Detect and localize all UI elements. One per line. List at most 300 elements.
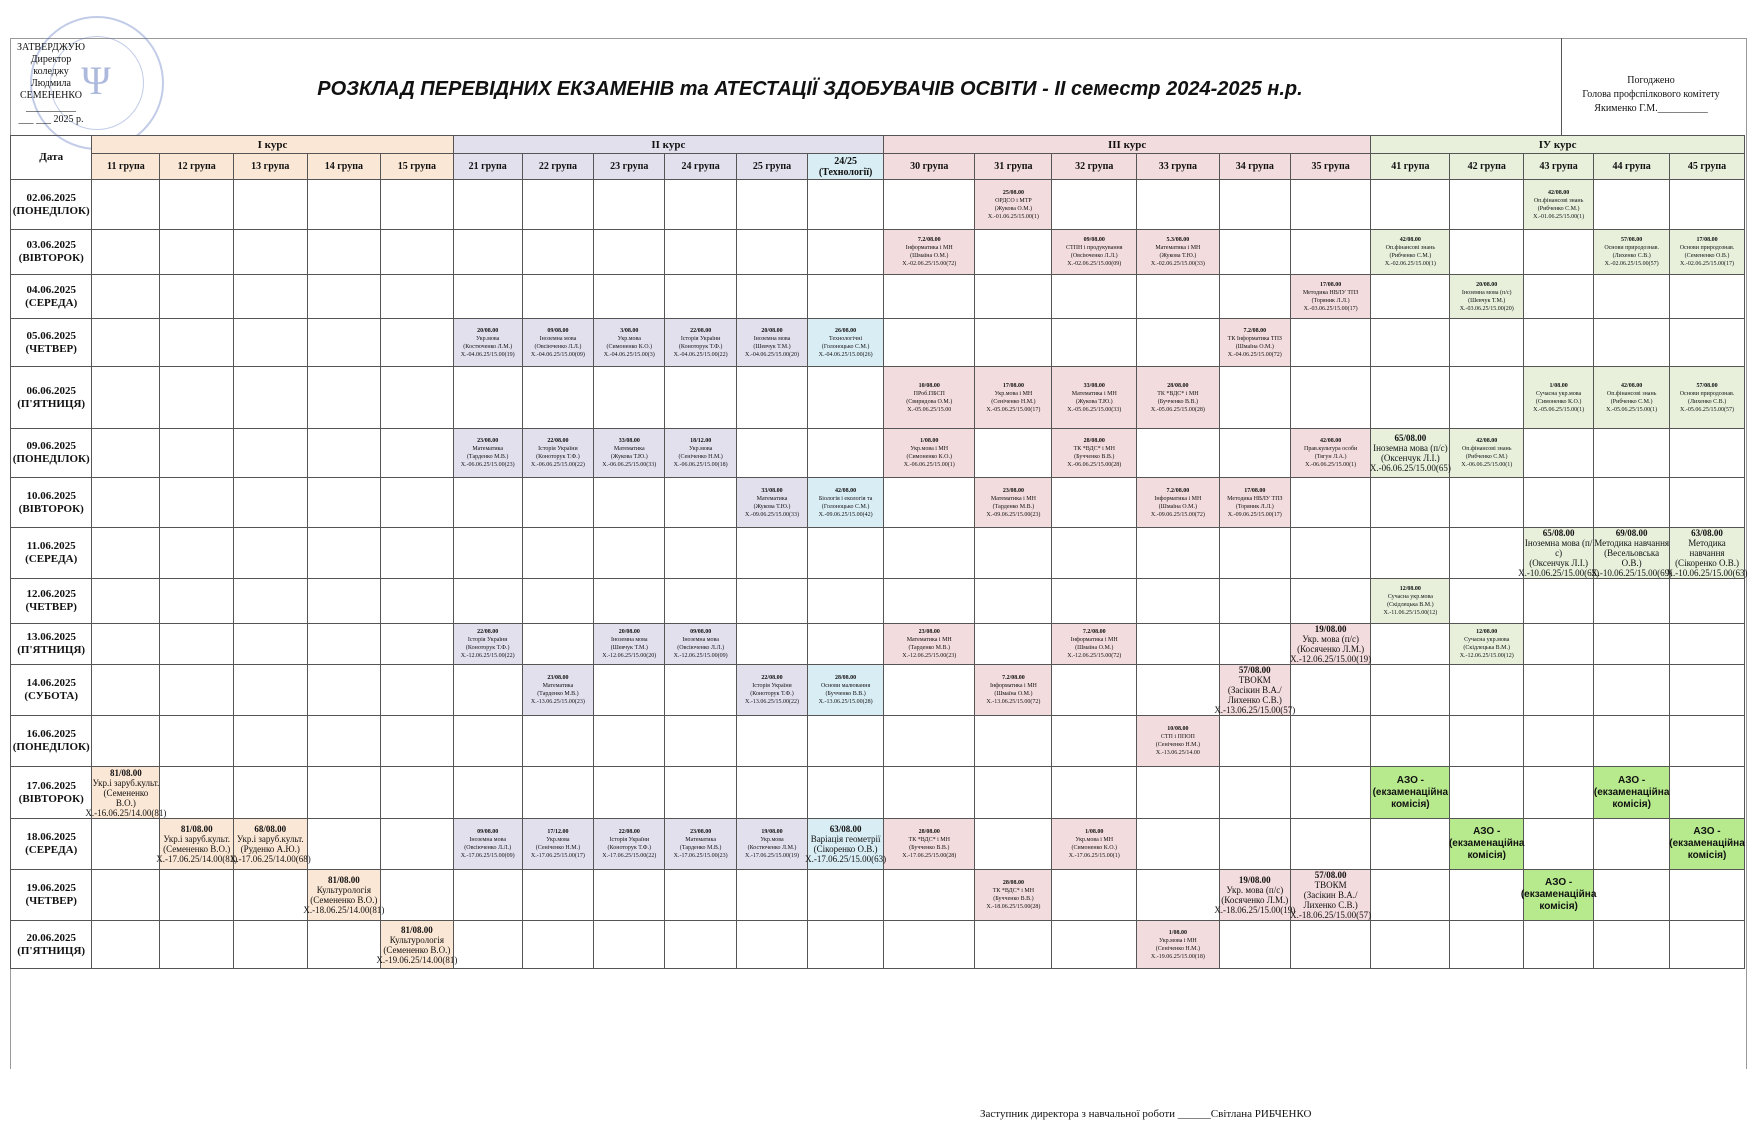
empty-cell [453, 665, 522, 716]
empty-cell [808, 624, 884, 665]
exam-cell [736, 665, 807, 716]
exam-detail: (Рибченко С.М.) [1465, 454, 1508, 460]
empty-cell [1371, 819, 1450, 870]
exam-detail: Х.-12.06.25/15.00(22) [460, 653, 515, 659]
weekday: (ВІВТОРОК) [18, 792, 84, 805]
empty-cell [1670, 319, 1745, 367]
exam-detail: Х.-02.06.25/15.00(72) [902, 261, 957, 267]
page-title: РОЗКЛАД ПЕРЕВІДНИХ ЕКЗАМЕНІВ та АТЕСТАЦІЇ ЗДОБУВАЧІВ ОСВІТИ - ІІ семестр 2024-2025 н.р. [317, 78, 1303, 100]
empty-cell [1219, 819, 1290, 870]
exam-detail: Х.-12.06.25/15.00(09) [673, 653, 728, 659]
empty-cell [1524, 716, 1594, 767]
exam-detail: Методика навчання [1594, 538, 1670, 548]
exam-cell [1524, 367, 1594, 429]
empty-cell [884, 767, 975, 819]
exam-commission-cell [1670, 819, 1745, 870]
exam-info [665, 828, 735, 860]
empty-cell [160, 624, 234, 665]
exam-cell [1219, 319, 1290, 367]
exam-room-time: 12/08.00 [1476, 629, 1498, 635]
exam-detail: Основи малювання [820, 683, 871, 689]
empty-cell [1371, 367, 1450, 429]
empty-cell [307, 230, 381, 275]
empty-cell [381, 716, 453, 767]
exam-detail: (Бучченко В.В.) [1074, 454, 1115, 460]
exam-detail: (Косяченко Л.М.) [1221, 895, 1289, 905]
date-cell [11, 230, 92, 275]
exam-detail: (Шевчук Т.М.) [753, 343, 791, 350]
empty-cell [736, 767, 807, 819]
empty-cell [1052, 579, 1137, 624]
commission-text: (екзаменаційна [1448, 838, 1525, 849]
exam-detail: (Торяник Л.Л.) [1235, 503, 1274, 510]
exam-detail: Лихенко С.В.) [1303, 900, 1358, 910]
empty-cell [1137, 180, 1220, 230]
empty-cell [233, 230, 307, 275]
empty-cell [975, 319, 1052, 367]
exam-detail: Математика [613, 446, 645, 452]
exam-cell [884, 367, 975, 429]
exam-room-time: 5.3/08.00 [1166, 237, 1190, 243]
table-row [11, 716, 1745, 767]
exam-cell [1137, 367, 1220, 429]
empty-cell [736, 579, 807, 624]
empty-cell [975, 579, 1052, 624]
exam-room-time: 22/08.00 [618, 829, 640, 835]
empty-cell [92, 230, 160, 275]
exam-room-time: 33/08.00 [618, 438, 640, 444]
exam-room-time: 20/08.00 [477, 327, 499, 334]
exam-cell [1052, 624, 1137, 665]
exam-cell [453, 624, 522, 665]
group-header: 31 група [975, 154, 1052, 180]
empty-cell [1450, 319, 1524, 367]
empty-cell [233, 528, 307, 579]
empty-cell [381, 665, 453, 716]
exam-cell [1371, 579, 1450, 624]
empty-cell [522, 870, 593, 921]
empty-cell [1371, 180, 1450, 230]
empty-cell [1371, 921, 1450, 969]
exam-detail: Інформатика і МН [989, 683, 1037, 689]
exam-room-time: 65/08.00 [1542, 528, 1575, 538]
exam-room-time: 3/08.00 [620, 327, 639, 334]
exam-detail: Укр.мова і МН [1159, 937, 1197, 944]
exam-detail: (Сікоренко О.В.) [1675, 558, 1739, 568]
date-value: 16.06.2025 [26, 728, 76, 740]
table-row [11, 819, 1745, 870]
empty-cell [594, 367, 665, 429]
empty-cell [665, 180, 736, 230]
empty-cell [808, 180, 884, 230]
exam-room-time: 57/08.00 [1238, 665, 1271, 675]
empty-cell [381, 767, 453, 819]
exam-detail: (Рибченко С.М.) [1537, 205, 1580, 212]
empty-cell [1052, 767, 1137, 819]
exam-room-time: 23/08.00 [918, 629, 940, 635]
exam-commission-label [1450, 826, 1523, 862]
empty-cell [160, 367, 234, 429]
weekday: (СУБОТА) [24, 690, 79, 702]
exam-info [665, 437, 735, 469]
exam-detail: Укр.мова [546, 837, 570, 843]
exam-detail: Укр.мова [476, 335, 500, 342]
empty-cell [233, 579, 307, 624]
empty-cell [1219, 528, 1290, 579]
exam-cell [1371, 429, 1450, 478]
empty-cell [381, 429, 453, 478]
empty-cell [1219, 579, 1290, 624]
empty-cell [160, 180, 234, 230]
empty-cell [233, 624, 307, 665]
table-row [11, 429, 1745, 478]
date-value: 04.06.2025 [26, 283, 76, 296]
empty-cell [1450, 665, 1524, 716]
exam-info [303, 875, 385, 915]
exam-detail: Методика навчання [1688, 538, 1726, 558]
empty-cell [160, 429, 234, 478]
exam-info [805, 824, 887, 864]
date-cell [11, 624, 92, 665]
exam-room-time: 20/08.00 [761, 327, 783, 334]
empty-cell [1524, 579, 1594, 624]
exam-detail: Х.-13.06.25/15.00(22) [745, 699, 799, 705]
exam-detail: Х.-04.06.25/15.00(20) [745, 351, 799, 358]
empty-cell [1219, 180, 1290, 230]
exam-info [523, 437, 593, 469]
empty-cell [522, 767, 593, 819]
group-header: 42 група [1450, 154, 1524, 180]
exam-cell [884, 624, 975, 665]
exam-room-time: 19/08.00 [1314, 624, 1347, 634]
empty-cell [1371, 624, 1450, 665]
exam-detail: Укр. мова (п/с) [1226, 885, 1284, 895]
empty-cell [736, 367, 807, 429]
exam-room-time: 63/08.00 [1691, 528, 1723, 538]
empty-cell [1371, 716, 1450, 767]
group-header: 32 група [1052, 154, 1137, 180]
exam-detail: Х.-05.06.25/15.00(33) [1067, 406, 1122, 413]
commission-text: (екзаменаційна [1520, 889, 1597, 900]
exam-detail: (Шмаїна О.М.) [1075, 645, 1114, 651]
exam-room-time: 69/08.00 [1615, 528, 1648, 538]
exam-info [594, 828, 664, 860]
empty-cell [92, 367, 160, 429]
exam-detail: Х.-09.06.25/15.00(42) [818, 511, 873, 518]
exam-detail: Біологія і екологія та [818, 495, 873, 502]
empty-cell [594, 478, 665, 528]
date-value: 19.06.2025 [26, 882, 76, 894]
date-value: 20.06.2025 [26, 931, 76, 944]
exam-detail: Х.-05.06.25/15.00(1) [1533, 406, 1585, 413]
exam-info [454, 828, 522, 860]
exam-cell [594, 624, 665, 665]
empty-cell [975, 528, 1052, 579]
empty-cell [1052, 180, 1137, 230]
exam-detail: (Овсіюченко Л.Л.) [464, 845, 512, 851]
date-value: 03.06.2025 [26, 239, 76, 251]
exam-detail: (Овсіюченко Л.Л.) [534, 343, 582, 350]
exam-room-time: 81/08.00 [110, 767, 142, 778]
empty-cell [1052, 921, 1137, 969]
exam-detail: Математика і МН [990, 495, 1036, 502]
date-cell [11, 767, 92, 819]
exam-detail: (Руденко А.Ю.) [240, 844, 300, 854]
exam-cell [1137, 716, 1220, 767]
commission-text: АЗО - [1473, 826, 1501, 837]
empty-cell [453, 478, 522, 528]
group-header: 24 група [665, 154, 736, 180]
empty-cell [1524, 230, 1594, 275]
exam-cell [665, 624, 736, 665]
exam-detail: Іноземна мова [682, 637, 719, 643]
empty-cell [1670, 767, 1745, 819]
exam-detail: Х.-05.06.25/15.00(1) [1606, 406, 1658, 413]
exam-detail: (Бучченко В.В.) [825, 691, 866, 697]
exam-room-time: 42/08.00 [1476, 438, 1498, 444]
empty-cell [453, 528, 522, 579]
table-row [11, 624, 1745, 665]
exam-detail: (Коноторук Т.Ф.) [678, 343, 723, 350]
exam-detail: (Семененко В.О.) [163, 844, 231, 854]
empty-cell [381, 528, 453, 579]
exam-info [884, 628, 974, 660]
empty-cell [92, 319, 160, 367]
empty-cell [522, 230, 593, 275]
exam-detail: (Симоненко К.О.) [606, 343, 653, 350]
exam-cell [1214, 870, 1296, 921]
exam-info [1291, 437, 1370, 469]
exam-commission-label [1520, 877, 1597, 913]
exam-info [737, 327, 807, 359]
exam-info [808, 327, 883, 359]
commission-text: комісія) [1539, 901, 1578, 912]
empty-cell [975, 921, 1052, 969]
exam-detail: Х.-02.06.25/15.00(1) [1384, 261, 1436, 267]
exam-detail: Х.-02.06.25/15.00(17) [1680, 261, 1735, 267]
exam-detail: ТВОКМ [1314, 880, 1347, 890]
empty-cell [522, 921, 593, 969]
exam-cell [1670, 367, 1745, 429]
empty-cell [975, 624, 1052, 665]
exam-detail: (Тарденко М.В.) [466, 454, 509, 460]
course-header: ІІІ курс [884, 136, 1371, 154]
exam-room-time: 7.2/08.00 [1082, 629, 1106, 635]
exam-room-time: 7.2/08.00 [1243, 327, 1267, 334]
exam-detail: Х.-10.06.25/15.00(65) [1518, 568, 1600, 578]
group-header: 22 група [522, 154, 593, 180]
exam-detail: Технологічні [829, 335, 863, 342]
empty-cell [1594, 819, 1670, 870]
exam-detail: ТК *ВДС* і МН [908, 837, 950, 843]
empty-cell [233, 665, 307, 716]
empty-cell [453, 716, 522, 767]
empty-cell [92, 579, 160, 624]
exam-room-time: 28/08.00 [1083, 438, 1105, 444]
exam-info [665, 327, 735, 359]
exam-detail: Х.-10.06.25/15.00(69) [1591, 568, 1673, 578]
exam-detail: Інформатика і МН [1070, 637, 1118, 643]
exam-detail: Х.-13.06.25/15.00(57) [1214, 705, 1296, 715]
exam-detail: Х.-12.06.25/15.00(12) [1459, 653, 1514, 659]
exam-detail: Х.-04.06.25/15.00(26) [818, 351, 873, 358]
exam-room-time: 17/08.00 [1002, 382, 1024, 389]
exam-detail: Х.-10.06.25/15.00(63) [1666, 568, 1748, 578]
exam-cell [1290, 429, 1370, 478]
exam-detail: (Симоненко К.О.) [906, 454, 953, 460]
empty-cell [92, 921, 160, 969]
group-header: 35 група [1290, 154, 1370, 180]
exam-cell [1137, 230, 1220, 275]
exam-room-time: 68/08.00 [254, 824, 287, 834]
empty-cell [1450, 230, 1524, 275]
exam-detail: Х.-09.06.25/15.00(23) [986, 511, 1041, 518]
exam-commission-label [1371, 775, 1449, 811]
exam-detail: (Коноторук Т.Ф.) [750, 691, 794, 697]
empty-cell [1450, 767, 1524, 819]
empty-cell [1670, 478, 1745, 528]
empty-cell [1052, 478, 1137, 528]
empty-cell [1219, 367, 1290, 429]
empty-cell [522, 367, 593, 429]
exam-detail: Х.-17.06.25/15.00(23) [673, 853, 728, 859]
empty-cell [1670, 921, 1745, 969]
empty-cell [453, 579, 522, 624]
exam-info [1594, 382, 1669, 414]
exam-room-time: 33/08.00 [1083, 382, 1105, 389]
exam-commission-cell [1450, 819, 1524, 870]
exam-detail: (Рибченко С.М.) [1610, 398, 1653, 405]
exam-cell [453, 819, 522, 870]
exam-detail: (Жукова Т.Ю.) [610, 454, 648, 460]
exam-detail: Сучасна укр.мова [1464, 637, 1510, 643]
empty-cell [1219, 624, 1290, 665]
exam-detail: Культурологія [389, 934, 444, 945]
empty-cell [233, 275, 307, 319]
exam-detail: ТК *ВДС* і МН [992, 888, 1035, 894]
exam-cell [1052, 367, 1137, 429]
exam-info [1450, 437, 1523, 469]
exam-info [884, 236, 974, 268]
exam-detail: (Сеніченко Н.М.) [991, 398, 1036, 405]
exam-info [1052, 628, 1136, 660]
exam-detail: Укр.мова і МН [994, 390, 1033, 397]
empty-cell [808, 716, 884, 767]
exam-detail: (Тарденко М.В.) [537, 691, 579, 697]
agreement-line: Погоджено [1627, 75, 1675, 86]
exam-room-time: 28/08.00 [918, 829, 940, 835]
exam-detail: Х.-16.06.25/14.00(81) [85, 807, 167, 818]
empty-cell [1052, 716, 1137, 767]
exam-detail: Х.-04.06.25/15.00(22) [673, 351, 728, 358]
exam-room-time: 23/08.00 [477, 438, 499, 444]
exam-detail: (Семененко В.О.) [310, 895, 378, 905]
exam-cell [1214, 665, 1296, 716]
group-header: 11 група [92, 154, 160, 180]
empty-cell [1450, 870, 1524, 921]
exam-detail: (Оксенчук Л.І.) [1529, 558, 1589, 568]
empty-cell [1524, 429, 1594, 478]
exam-detail: Математика і МН [1155, 245, 1201, 251]
exam-detail: (Голоноцько С.М.) [821, 503, 870, 510]
exam-room-time: 17/08.00 [1696, 237, 1718, 243]
empty-cell [736, 624, 807, 665]
exam-cell [229, 819, 311, 870]
exam-detail: Сучасна укр.мова [1387, 594, 1433, 600]
empty-cell [1450, 367, 1524, 429]
exam-detail: Х.-12.06.25/15.00(23) [902, 653, 957, 659]
empty-cell [1219, 429, 1290, 478]
empty-cell [1670, 624, 1745, 665]
empty-cell [1290, 230, 1370, 275]
exam-detail: (Жукова Т.Ю.) [1159, 253, 1197, 259]
empty-cell [522, 528, 593, 579]
empty-cell [1052, 275, 1137, 319]
empty-cell [453, 180, 522, 230]
empty-cell [307, 819, 381, 870]
group-header: 44 група [1594, 154, 1670, 180]
exam-room-time: 65/08.00 [1394, 433, 1427, 443]
exam-detail: Х.-06.06.25/15.00(28) [1067, 462, 1122, 468]
exam-detail: (Коноторук Т.Ф.) [536, 454, 580, 460]
date-cell [11, 579, 92, 624]
exam-detail: Іноземна мова [469, 837, 506, 843]
exam-detail: ТК Інформатика ТПЗ [1227, 335, 1282, 342]
empty-cell [665, 478, 736, 528]
exam-info [1137, 725, 1219, 757]
empty-cell [1594, 180, 1670, 230]
exam-cell [665, 429, 736, 478]
exam-info [1591, 528, 1673, 578]
empty-cell [884, 528, 975, 579]
exam-detail: Математика [542, 683, 574, 689]
weekday: (П'ЯТНИЦЯ) [17, 397, 86, 410]
exam-cell [1594, 367, 1670, 429]
exam-info [156, 824, 238, 864]
exam-detail: ТК *ВДС* і МН [1073, 446, 1115, 452]
empty-cell [1594, 275, 1670, 319]
commission-text: АЗО - [1693, 826, 1721, 837]
empty-cell [307, 528, 381, 579]
exam-detail: (Шмаїна О.М.) [910, 253, 949, 259]
empty-cell [1137, 275, 1220, 319]
empty-cell [381, 230, 453, 275]
empty-cell [665, 528, 736, 579]
exam-detail: Х.-06.06.25/15.00(65) [1369, 463, 1451, 473]
exam-cell [303, 870, 385, 921]
exam-room-time: 09/08.00 [690, 629, 712, 635]
empty-cell [160, 319, 234, 367]
exam-detail: Іноземна мова (п/с) [1524, 538, 1593, 558]
exam-cell [1591, 528, 1673, 579]
exam-detail: Х.-19.06.25/14.00(81) [376, 954, 458, 965]
exam-detail: Іноземна мова [610, 637, 648, 643]
group-header: 43 група [1524, 154, 1594, 180]
weekday: (П'ЯТНИЦЯ) [17, 944, 86, 957]
empty-cell [808, 579, 884, 624]
exam-detail: Х.-06.06.25/15.00(1) [1461, 462, 1513, 468]
approval-line: ЗАТВЕРДЖУЮ [16, 42, 86, 53]
exam-info [1670, 382, 1744, 414]
exam-room-time: 57/08.00 [1696, 382, 1718, 389]
exam-detail: СТПН і продукування [1065, 245, 1123, 251]
empty-cell [1219, 767, 1290, 819]
empty-cell [1052, 319, 1137, 367]
empty-cell [808, 367, 884, 429]
exam-detail: Укр.мова і МН [1075, 837, 1114, 843]
exam-cell [665, 319, 736, 367]
exam-info [1371, 433, 1449, 473]
